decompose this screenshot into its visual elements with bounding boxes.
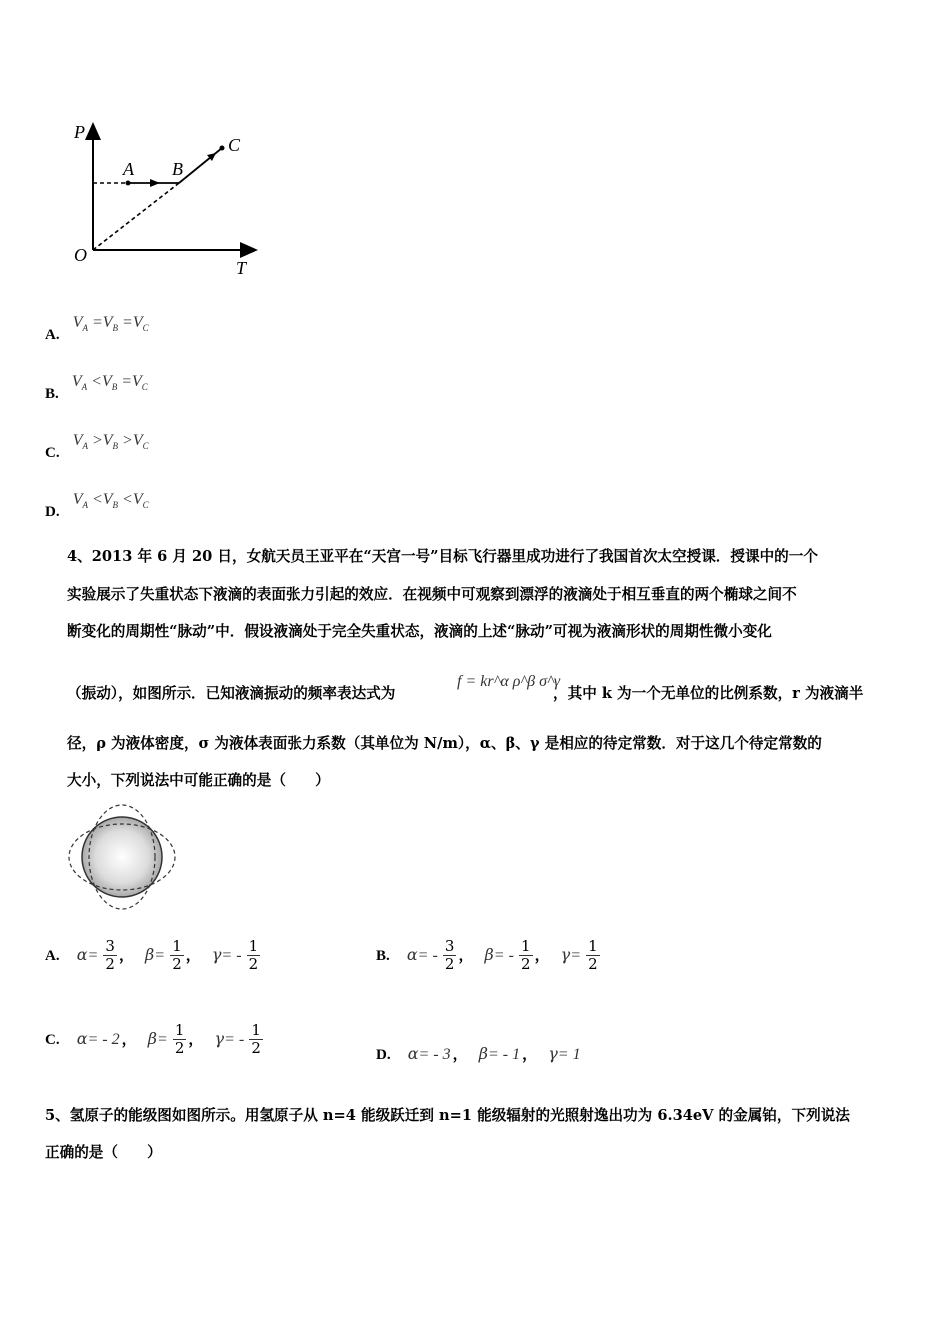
frequency-formula: f = kr^α ρ^β σ^γ: [457, 673, 561, 690]
q4-line-4-post: ，其中 k 为一个无单位的比例系数，r 为液滴半: [553, 685, 864, 702]
t-axis-label: T: [236, 258, 247, 278]
point-c: [220, 146, 225, 151]
point-a: [126, 181, 131, 186]
origin-label: O: [74, 245, 87, 265]
q5-line-2: 正确的是（ ）: [45, 1144, 162, 1161]
p-axis-label: P: [74, 122, 85, 142]
droplet-figure: [64, 802, 180, 912]
q3-option-a[interactable]: A. $V_A =V_B =V_C$: [45, 314, 149, 343]
gamma-b-fraction: $\frac{1}{2}$: [588, 937, 598, 973]
q4-line-2: 实验展示了失重状态下液滴的表面张力引起的效应．在视频中可观察到漂浮的液滴处于相互垂直的两个椭球之间不: [67, 586, 797, 603]
pt-graph: [60, 118, 280, 283]
point-a-label: A: [123, 159, 134, 179]
point-c-label: C: [228, 135, 241, 155]
alpha-b-fraction: $\frac{3}{2}$: [444, 937, 455, 973]
q4-line-1: 4、2013 年 6 月 20 日，女航天员王亚平在“天宫一号”目标飞行器里成功进行了我国首次太空授课．授课中的一个: [67, 548, 818, 565]
q3-option-c[interactable]: C. $V_A >V_B >V_C$: [45, 432, 149, 461]
gamma-a-fraction: $\frac{1}{2}$: [248, 937, 259, 973]
option-c-formula: $V_A >V_B >V_C$: [72, 432, 149, 451]
dashed-diagonal: [93, 183, 179, 250]
option-b-formula: $V_A <V_B =V_C$: [71, 373, 148, 392]
q4-line-6: 大小，下列说法中可能正确的是（ ）: [67, 772, 330, 789]
q4-line-4-pre: （振动），如图所示．已知液滴振动的频率表达式为: [67, 685, 396, 702]
point-b-label: B: [172, 159, 183, 179]
arrow-ab-icon: [150, 179, 160, 187]
q3-option-b[interactable]: B. $V_A <V_B =V_C$: [45, 373, 148, 402]
q5-line-1: 5、氢原子的能级图如图所示。用氢原子从 n=4 能级跃迁到 n=1 能级辐射的光照射逸出功为 6.34eV 的金属铂，下列说法: [45, 1107, 850, 1124]
gamma-c-fraction: $\frac{1}{2}$: [251, 1021, 261, 1057]
option-a-formula: $V_A =V_B =V_C$: [72, 314, 149, 333]
q4-option-c[interactable]: C. α= - 2 ， β= $\frac{1}{2}$ ， γ= - $\frac{1}{2}$: [45, 1021, 261, 1057]
option-d-formula: $V_A <V_B <V_C$: [72, 491, 149, 510]
beta-a-fraction: $\frac{1}{2}$: [172, 937, 182, 973]
q4-option-a[interactable]: A. α= $\frac{3}{2}$ ， β= $\frac{1}{2}$ ， γ= - $\frac{1}{2}$: [45, 937, 259, 973]
q4-line-5: 径，ρ 为液体密度，σ 为液体表面张力系数（其单位为 N/m），α、β、γ 是相应的待定常数．对于这几个待定常数的: [67, 735, 822, 752]
q4-option-d[interactable]: D. α= - 3 ， β= - 1 ， γ= 1: [376, 1044, 581, 1063]
alpha-a-fraction: $\frac{3}{2}$: [105, 937, 115, 973]
beta-b-fraction: $\frac{1}{2}$: [521, 937, 531, 973]
q3-option-d[interactable]: D. $V_A <V_B <V_C$: [45, 491, 149, 520]
q4-line-3: 断变化的周期性“脉动”中．假设液滴处于完全失重状态，液滴的上述“脉动”可视为液滴形状的周期性微小变化: [67, 623, 772, 640]
q4-option-b[interactable]: B. α= - $\frac{3}{2}$ ， β= - $\frac{1}{2}$ ， γ= $\frac{1}{2}$: [376, 937, 598, 973]
beta-c-fraction: $\frac{1}{2}$: [174, 1021, 185, 1057]
